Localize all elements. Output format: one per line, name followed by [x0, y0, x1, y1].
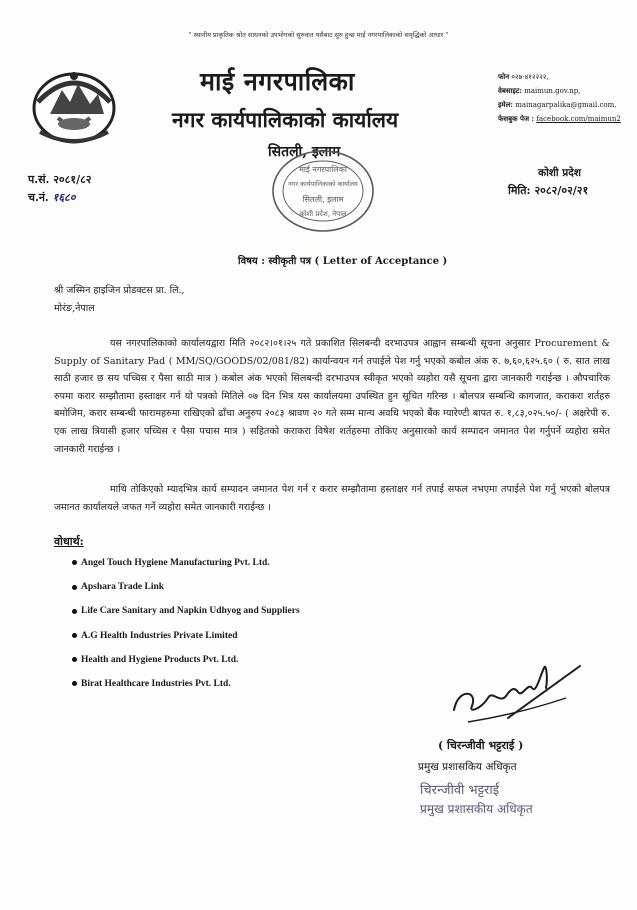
signatory-stamp-post: प्रमुख प्रशासकीय अधिकृत	[420, 802, 533, 816]
nepal-emblem-icon	[28, 62, 120, 148]
contact-email: इमेल: mainagarpalika@gmail.com,	[498, 100, 617, 109]
list-item: Health and Hygiene Products Pvt. Ltd.	[72, 651, 300, 675]
stamp-text-2: नगर कार्यपालिकाको कार्यालय	[288, 180, 358, 188]
office-seal-stamp	[270, 148, 376, 234]
stamp-text-4: कोशी प्रदेश, नेपाल	[299, 210, 347, 218]
list-item: Angel Touch Hygiene Manufacturing Pvt. Ltd.	[72, 554, 300, 578]
contact-website: वेबसाइट: maimun.gov.np,	[498, 86, 581, 95]
recipient-address: मोरंङ,नेपाल	[54, 303, 95, 314]
signatory-post: प्रमुख प्रशासकिय अधिकृत	[418, 761, 517, 773]
reference-cn: च.नं. १६८०	[28, 191, 76, 204]
bullet-icon	[72, 633, 77, 638]
bullet-icon	[72, 657, 77, 662]
cc-list	[72, 554, 300, 699]
reference-ps: प.सं. २०८१/८२	[28, 173, 92, 186]
list-item: A.G Health Industries Private Limited	[72, 627, 300, 651]
office-location: सितली, इलाम	[268, 144, 341, 160]
signatory-name: ( चिरन्जीवी भट्टराई )	[438, 739, 524, 752]
body-paragraph-1: यस नगरपालिकाको कार्यालयद्वारा मिति २०८२।०१।२५ गते प्रकाशित सिलबन्दी दरभाउपत्र आह्वान सम्बन्धी सूचना अनुसार Procurement & Supply of Sanitary Pad ( MM/SQ/GOODS/02/081/82) कार्यान्वयन गर्न तपाईले पेश गर्नु भएको कबोल अंक रु. ७,६०,६२५.६० ( रु. सात लाख साठी हजार छ सय पच्चिस र पैसा साठी मात्र ) कबोल अंक भएको सिलबन्दी दरभाउपत्र स्वीकृत भएको व्यहोरा यसै सूचना द्वारा जानकारी गराईन्छ । औपचारिक रुपमा करार सम्झौतामा हस्ताक्षर गर्न यो पत्रको मितिले ०७ दिन भित्र यस कार्यालयमा उपस्थित हुन सूचित गरिन्छ । बोलपत्र सम्बन्धि कागजात, कराकरा शर्तहरु बमोजिम, करार सम्बन्धी फारामहरुमा राखिएको ढाँचा अनुरुप २०८३ श्रावण २० गते सम्म मान्य अवधि भएको बैंक ग्यारेण्टी बापत रु. १,८३,०२५.५०/- ( अक्षरेपी रु. एक लाख त्रियासी हजार पच्चिस र पैसा पचास मात्र ) सहितको कराकरा विषेश शर्तहरुमा तोकिए अनुसारको कार्य सम्पादन जमानत पेश गर्नुपर्ने व्यहोरा समेत जानकारी गराईन्छ ।	[54, 338, 610, 455]
cc-title: वोधार्थ:	[54, 535, 84, 548]
list-item: Birat Healthcare Industries Pvt. Ltd.	[72, 675, 300, 699]
municipality-name: माई नगरपालिका	[200, 67, 355, 96]
subject-line: विषय : स्वीकृती पत्र ( Letter of Acceptance )	[238, 256, 448, 267]
recipient-name: श्री जस्मिन हाइजिन प्रोडक्टस प्रा. लि.,	[54, 285, 185, 296]
bullet-icon	[72, 681, 77, 686]
handwritten-signature	[448, 648, 584, 728]
body-paragraph-2: माथि तोकिएको म्यादभित्र कार्य सम्पादन जमानत पेश गर्न र करार सम्झौतामा हस्ताक्षर गर्न तपाई सफल नभएमा तपाईले पेश गर्नु भएको बोलपत्र जमानत कार्यालयले जफत गर्ने व्यहोरा समेत जानकारी गराईन्छ ।	[54, 484, 610, 513]
province: कोशी प्रदेश	[538, 167, 581, 179]
contact-facebook: फेसबुक पेज : facebook.com/maimun2	[498, 114, 621, 123]
list-item: Life Care Sanitary and Napkin Udhyog and Suppliers	[72, 602, 300, 626]
list-item: Apshara Trade Link	[72, 578, 300, 602]
signatory-stamp-name: चिरन्जीवी भट्टराई	[420, 783, 500, 798]
bullet-icon	[72, 609, 77, 614]
tagline: " स्थानीय प्राकृतिक श्रोत साधनको उपभोगको सुरुवात यसैबाट सुरु हुन्छ माई नगरपालिकाको समृद्धिको आधार "	[188, 31, 449, 39]
letter-date: मिति: २०८२/०२/२१	[508, 184, 589, 197]
contact-phone: फोन ०२७-४१२२२२,	[498, 72, 549, 81]
stamp-text-3: सितली, इलाम	[302, 195, 344, 204]
bullet-icon	[72, 585, 77, 590]
stamp-text-1: माई नगरपालिका	[299, 165, 347, 174]
bullet-icon	[72, 560, 77, 565]
office-name: नगर कार्यपालिकाको कार्यालय	[172, 107, 399, 132]
